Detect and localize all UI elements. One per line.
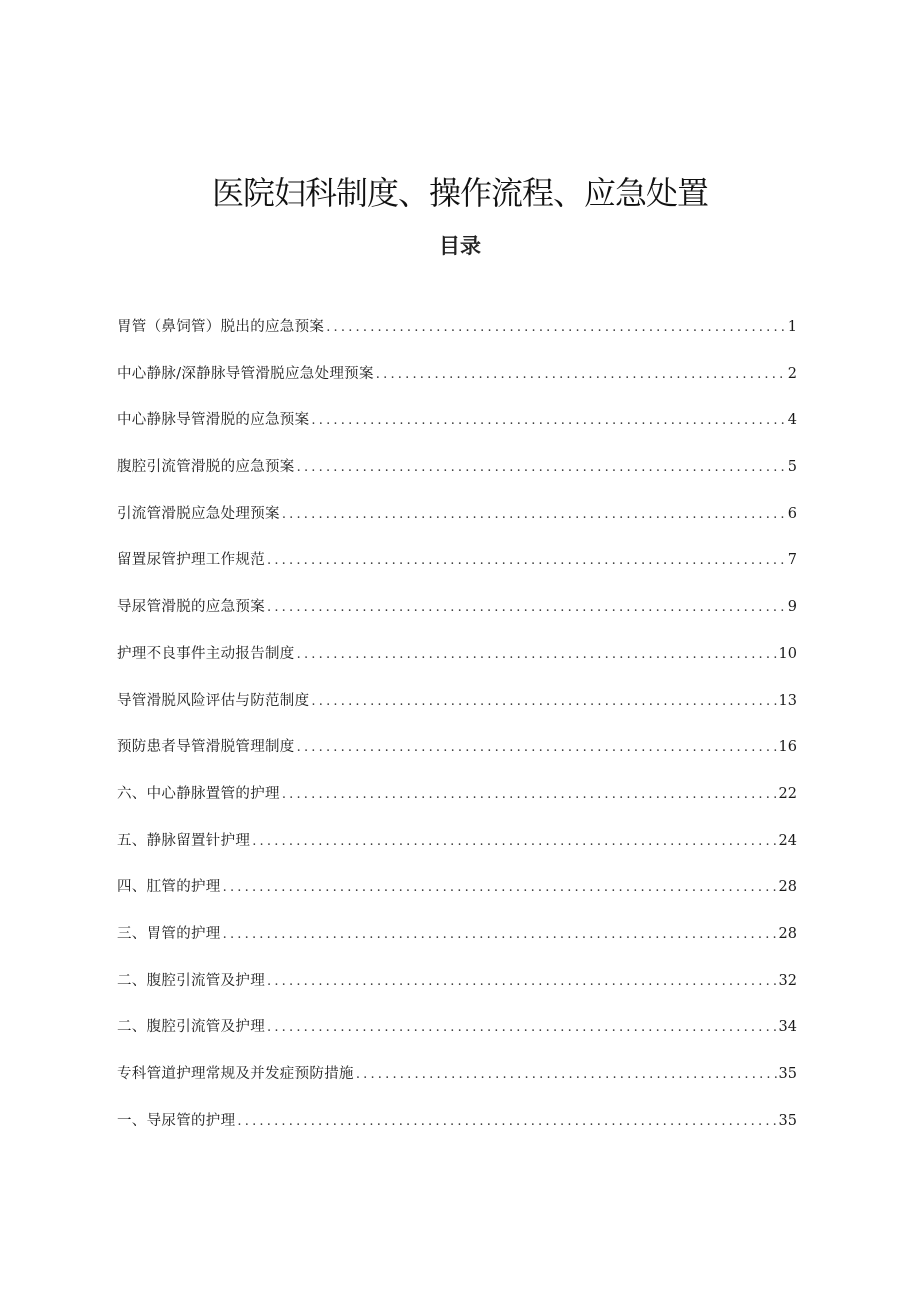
toc-entry-page: 13 (778, 692, 797, 709)
toc-entry[interactable] (117, 736, 797, 783)
toc-entry[interactable] (117, 1016, 797, 1063)
toc-entry-page: 9 (787, 599, 797, 616)
toc-entry-page: 35 (778, 1112, 797, 1129)
toc-entry-page: 4 (787, 412, 797, 429)
toc-entry-label: 中心静脉/深静脉导管滑脱应急处理预案 (117, 365, 374, 382)
toc-entry[interactable] (117, 783, 797, 830)
toc-entry-page: 6 (787, 505, 797, 522)
toc-entry-label: 三、胃管的护理 (117, 925, 221, 942)
toc-leader-dots (267, 597, 785, 619)
toc-entry[interactable] (117, 876, 797, 923)
toc-leader-dots (223, 924, 777, 946)
toc-entry-label: 导管滑脱风险评估与防范制度 (117, 692, 310, 709)
toc-leader-dots (237, 1111, 776, 1133)
toc-leader-dots (223, 877, 777, 899)
toc-leader-dots (297, 737, 777, 759)
toc-leader-dots (311, 410, 785, 432)
toc-entry-label: 五、静脉留置针护理 (117, 832, 251, 849)
toc-entry[interactable] (117, 549, 797, 596)
toc-entry-page: 7 (787, 552, 797, 569)
toc-entry[interactable] (117, 1063, 797, 1110)
toc-leader-dots (282, 784, 777, 806)
toc-leader-dots (267, 971, 777, 993)
toc-leader-dots (282, 504, 785, 526)
toc-entry-label: 引流管滑脱应急处理预案 (117, 505, 280, 522)
toc-entry[interactable] (117, 1110, 797, 1157)
toc-entry-label: 专科管道护理常规及并发症预防措施 (117, 1066, 354, 1082)
toc-entry-label: 导尿管滑脱的应急预案 (117, 599, 265, 616)
toc-leader-dots (376, 364, 785, 386)
toc-entry[interactable] (117, 316, 797, 363)
toc-entry-page: 34 (778, 1019, 797, 1036)
toc-entry[interactable] (117, 690, 797, 737)
toc-entry-page: 28 (778, 879, 797, 896)
toc-entry[interactable] (117, 643, 797, 690)
toc-leader-dots (252, 831, 776, 853)
toc-entry[interactable] (117, 830, 797, 877)
toc-entry[interactable] (117, 970, 797, 1017)
toc-entry[interactable] (117, 923, 797, 970)
toc-leader-dots (356, 1064, 777, 1086)
toc-heading: 目录 (439, 234, 481, 258)
toc-entry[interactable] (117, 503, 797, 550)
toc-entry-page: 22 (778, 785, 797, 802)
toc-entry-page: 32 (778, 972, 797, 989)
toc-entry-page: 5 (787, 459, 797, 476)
toc-entry-page: 10 (778, 645, 797, 662)
toc-entry-label: 二、腹腔引流管及护理 (117, 972, 265, 989)
document-title: 医院妇科制度、操作流程、应急处置 (211, 174, 708, 212)
toc-entry-page: 1 (787, 319, 797, 335)
toc-leader-dots (326, 317, 785, 339)
toc-entry-page: 2 (787, 365, 797, 382)
toc-entry-label: 腹腔引流管滑脱的应急预案 (117, 459, 295, 476)
toc-entry-label: 留置尿管护理工作规范 (117, 552, 265, 569)
toc-entry[interactable] (117, 596, 797, 643)
toc-entry-page: 16 (778, 739, 797, 756)
toc-entry-label: 预防患者导管滑脱管理制度 (117, 739, 295, 756)
toc-leader-dots (297, 457, 785, 479)
toc-entry-label: 中心静脉导管滑脱的应急预案 (117, 412, 310, 429)
toc-entry-label: 四、肛管的护理 (117, 879, 221, 896)
toc-entry-page: 24 (778, 832, 797, 849)
toc-entry[interactable] (117, 363, 797, 410)
toc-entry-label: 一、导尿管的护理 (117, 1112, 236, 1129)
toc-leader-dots (311, 691, 776, 713)
toc-leader-dots (267, 1017, 777, 1039)
toc-entry-page: 28 (778, 925, 797, 942)
toc-entry-label: 二、腹腔引流管及护理 (117, 1019, 265, 1036)
toc-entry-label: 六、中心静脉置管的护理 (117, 785, 280, 802)
toc-entry-label: 护理不良事件主动报告制度 (117, 645, 295, 662)
toc-entry-label: 胃管（鼻饲管）脱出的应急预案 (117, 319, 325, 335)
toc-leader-dots (267, 550, 785, 572)
table-of-contents (117, 316, 797, 1156)
toc-leader-dots (297, 644, 777, 666)
toc-entry[interactable] (117, 409, 797, 456)
toc-entry[interactable] (117, 456, 797, 503)
toc-entry-page: 35 (778, 1066, 797, 1082)
